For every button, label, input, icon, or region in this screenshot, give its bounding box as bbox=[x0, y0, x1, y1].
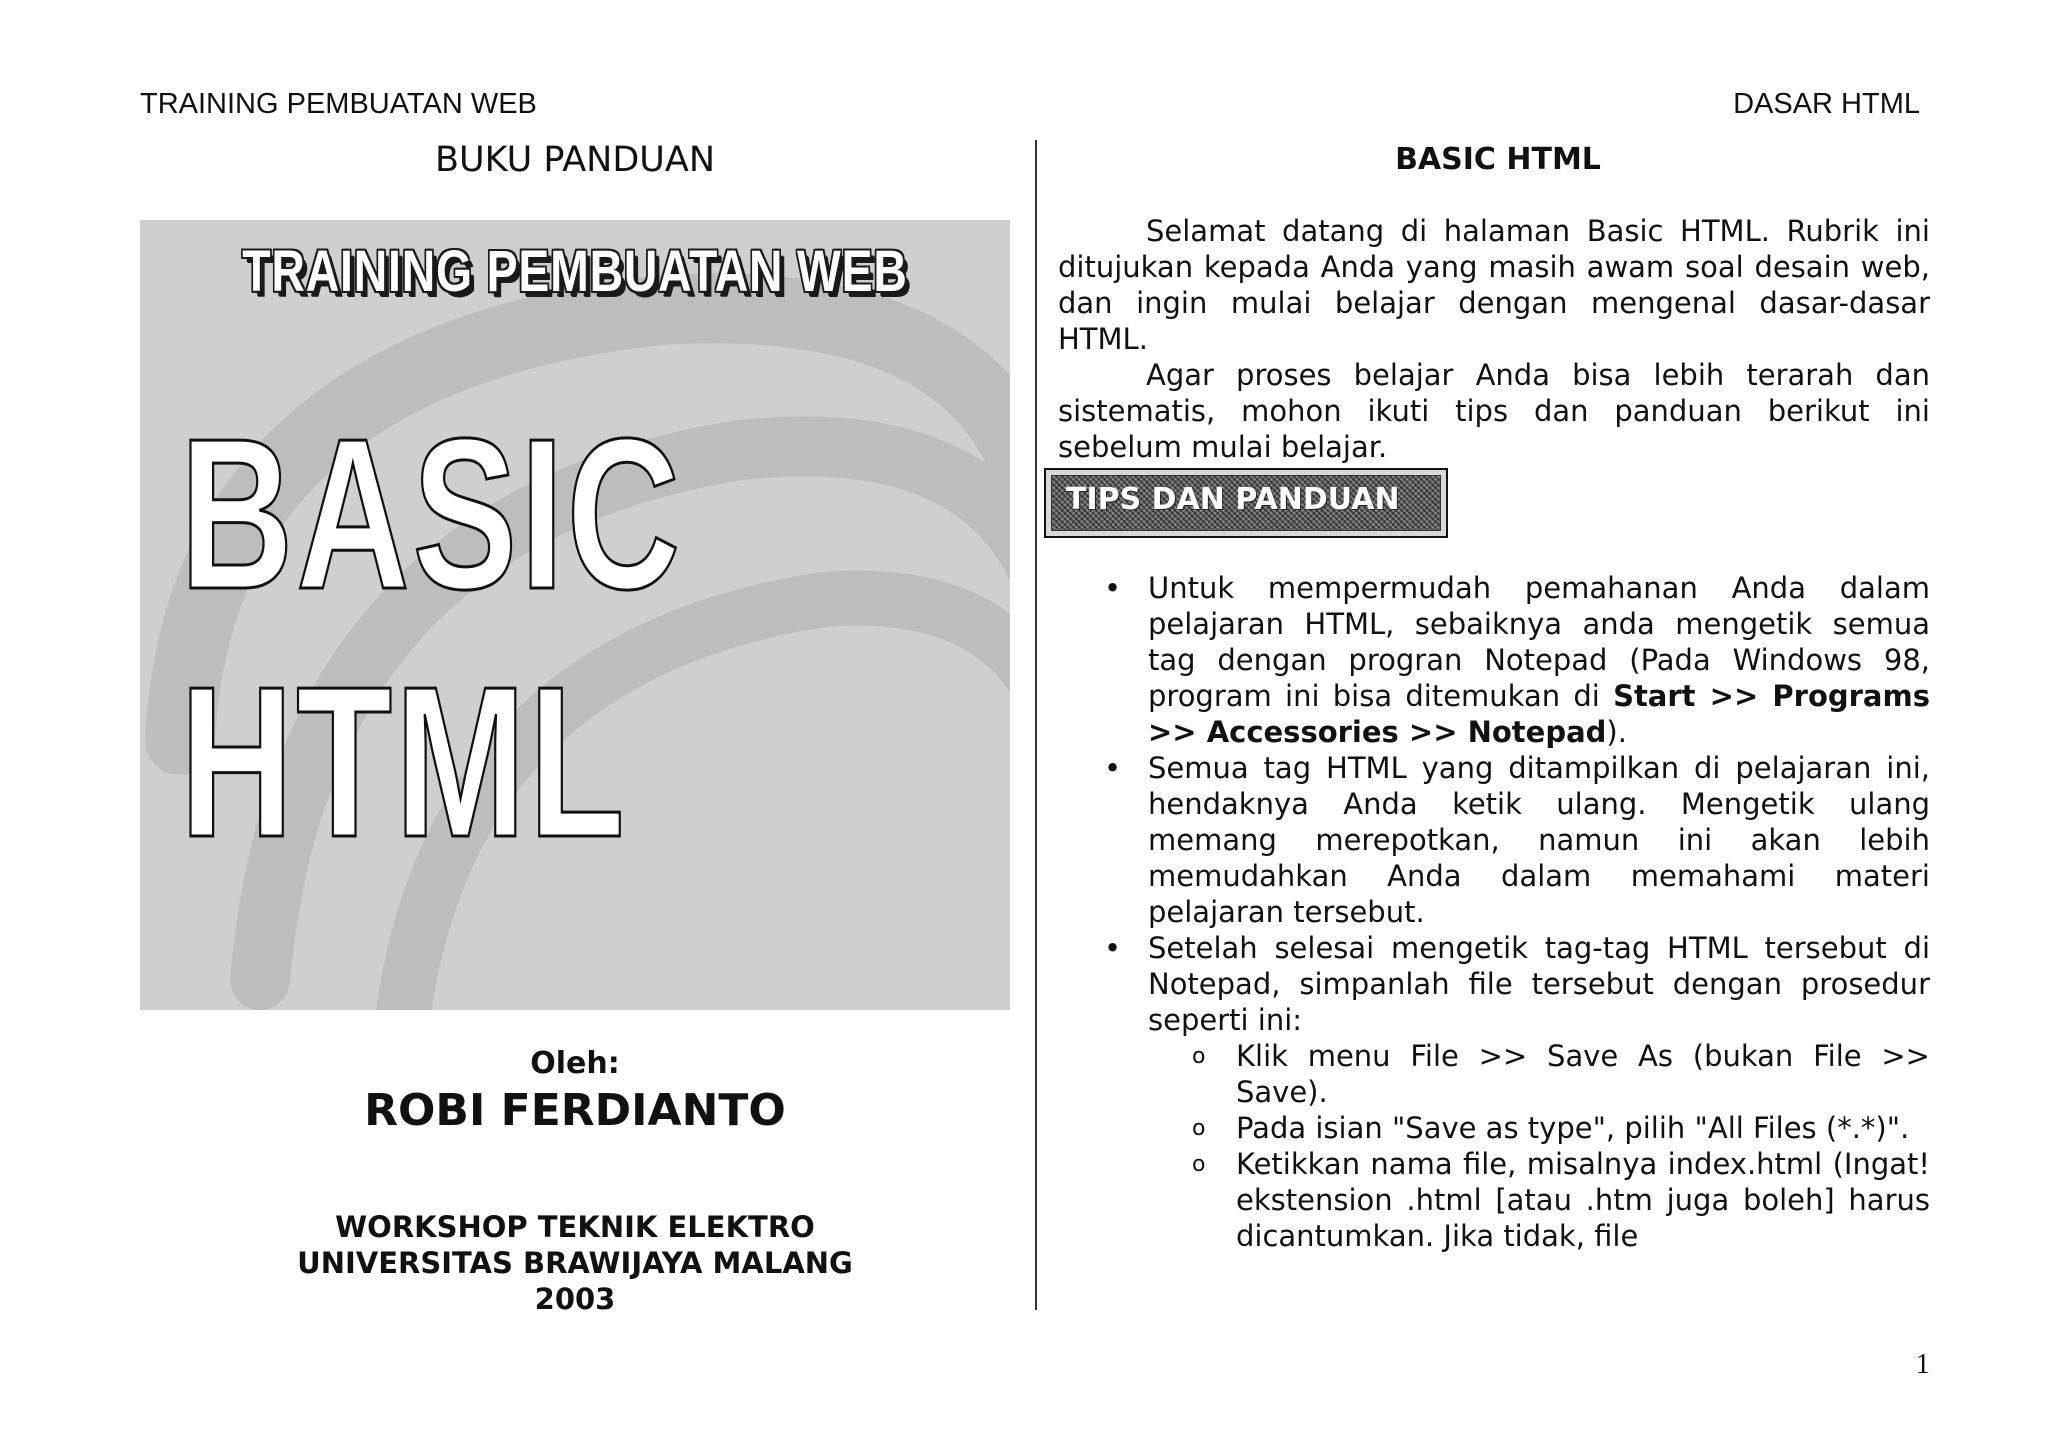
bullet-icon: • bbox=[1104, 931, 1122, 965]
tips-list bbox=[1060, 570, 1930, 1254]
list-item bbox=[1060, 930, 1930, 1254]
save-steps-list bbox=[1148, 1038, 1930, 1254]
tips-banner bbox=[1044, 468, 1448, 538]
by-label: Oleh: bbox=[530, 1046, 620, 1081]
list-item bbox=[1148, 1038, 1930, 1110]
tip-1-text: Untuk mempermudah pemahanan Anda dalam pelajaran HTML, sebaiknya anda mengetik semua tag dengan progran Notepad (Pada Windows 98, program ini bisa ditemukan di bbox=[1148, 571, 1930, 713]
page-number: 1 bbox=[1915, 1348, 1930, 1380]
right-page-title: BASIC HTML bbox=[1395, 142, 1601, 177]
list-item bbox=[1148, 1146, 1930, 1254]
header-left: TRAINING PEMBUATAN WEB bbox=[140, 88, 537, 120]
circle-bullet-icon: o bbox=[1192, 1044, 1206, 1069]
tip-2-text: Semua tag HTML yang ditampilkan di pelajaran ini, hendaknya Anda ketik ulang. Mengetik ulang memang merepotkan, namun ini akan lebih memudahkan Anda dalam memahami materi pelajaran tersebut. bbox=[1148, 751, 1930, 929]
institution-line-1: WORKSHOP TEKNIK ELEKTRO bbox=[335, 1210, 815, 1244]
step-3-text: Ketikkan nama file, misalnya index.html (Ingat! ekstension .html [atau .htm juga boleh] harus dicantumkan. Jika tidak, file bbox=[1236, 1147, 1930, 1253]
tips-banner-label: TIPS DAN PANDUAN bbox=[1066, 482, 1400, 517]
guide-paragraph: Agar proses belajar Anda bisa lebih terarah dan sistematis, mohon ikuti tips dan panduan berikut ini sebelum mulai belajar. bbox=[1058, 358, 1930, 464]
circle-bullet-icon: o bbox=[1192, 1152, 1206, 1177]
cover-subtitle: TRAINING PEMBUATAN WEB bbox=[242, 239, 908, 304]
tip-1-end: ). bbox=[1606, 715, 1627, 749]
column-divider bbox=[1035, 140, 1037, 1310]
intro-paragraph: Selamat datang di halaman Basic HTML. Rubrik ini ditujukan kepada Anda yang masih awam soal desain web, dan ingin mulai belajar dengan mengenal dasar-dasar HTML. bbox=[1058, 214, 1930, 356]
tip-1-menu-path: Start >> Programs >> Accessories >> Notepad bbox=[1148, 679, 1930, 749]
publication-year: 2003 bbox=[534, 1282, 616, 1316]
cover-title: BASIC HTML bbox=[180, 393, 683, 882]
left-page-title: BUKU PANDUAN bbox=[434, 140, 716, 180]
list-item bbox=[1060, 570, 1930, 750]
step-1-text: Klik menu File >> Save As (bukan File >> Save). bbox=[1236, 1039, 1930, 1109]
tip-3-text: Setelah selesai mengetik tag-tag HTML tersebut di Notepad, simpanlah file tersebut dengan prosedur seperti ini: bbox=[1148, 931, 1930, 1037]
bullet-icon: • bbox=[1104, 571, 1122, 605]
step-2-text: Pada isian "Save as type", pilih "All Files (*.*)". bbox=[1236, 1111, 1910, 1145]
circle-bullet-icon: o bbox=[1192, 1116, 1206, 1141]
institution-line-2: UNIVERSITAS BRAWIJAYA MALANG bbox=[297, 1246, 853, 1280]
cover-image bbox=[140, 220, 1010, 1010]
list-item bbox=[1060, 750, 1930, 930]
header-right: DASAR HTML bbox=[1733, 88, 1920, 120]
author-name: ROBI FERDIANTO bbox=[364, 1085, 786, 1136]
bullet-icon: • bbox=[1104, 751, 1122, 785]
list-item bbox=[1148, 1110, 1930, 1146]
